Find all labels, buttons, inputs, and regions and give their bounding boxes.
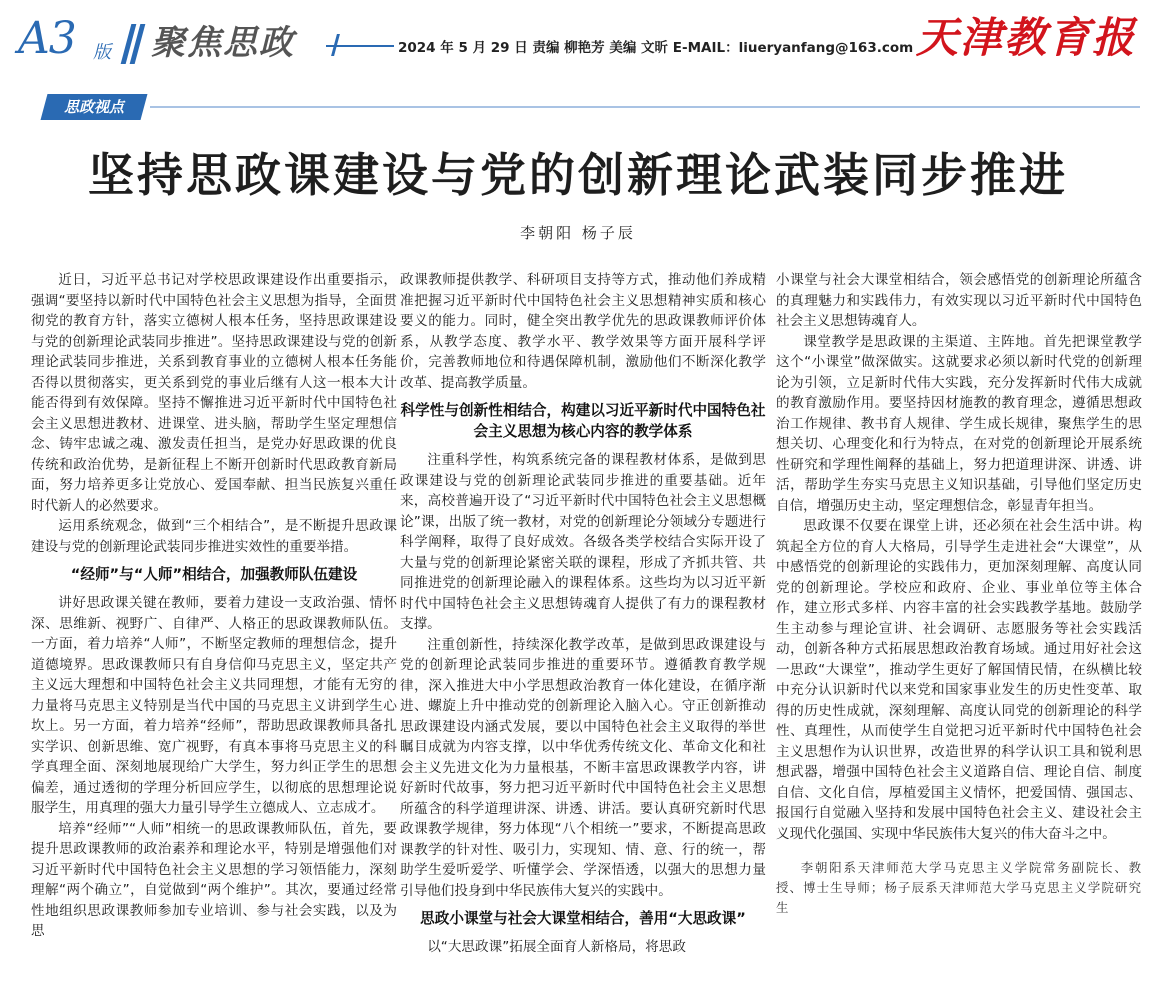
article-column-2 xyxy=(400,270,766,958)
subheading: 思政小课堂与社会大课堂相结合，善用“大思政课” xyxy=(420,910,746,927)
section-bars-decoration xyxy=(126,24,146,64)
masthead xyxy=(0,0,1156,86)
author-note: 李朝阳系天津师范大学马克思主义学院常务副院长、教授、博士生导师；杨子辰系天津师范大学马克思主义学院研究生 xyxy=(776,860,1142,915)
tag-divider xyxy=(150,106,1140,108)
column-tag-label: 思政视点 xyxy=(63,98,124,116)
page-number: A3 xyxy=(18,13,76,64)
newspaper-logo: 天津教育报 xyxy=(916,13,1137,62)
paragraph: 政课教师提供教学、科研项目支持等方式，推动他们养成精准把握习近平新时代中国特色社会主义思想精神实质和核心要义的能力。同时，健全突出教学优先的思政课教师评价体系，从教学态度、教学水平、教学效果等方面开展科学评价，完善教师地位和待遇保障机制，激励他们不断深化教学改革、提高教学质量。 xyxy=(400,272,766,391)
paragraph: 注重科学性，构筑系统完备的课程教材体系，是做到思政课建设与党的创新理论武装同步推进的重要基础。近年来，高校普遍开设了“习近平新时代中国特色社会主义思想概论”课，出版了统一教材，对党的创新理论分领域分专题进行科学阐释，取得了良好成效。各级各类学校结合实际开设了大量与党的创新理论紧密关联的课程，形成了齐抓共管、共同推进党的创新理论融入的课程体系。这些均为以习近平新时代中国特色社会主义思想铸魂育人提供了有力的课程教材支撑。 xyxy=(400,452,766,632)
article-column-1 xyxy=(31,270,397,942)
column-tag xyxy=(41,94,148,120)
article-byline: 李朝阳 杨子辰 xyxy=(520,224,636,242)
paragraph: 培养“经师”“人师”相统一的思政课教师队伍，首先，要提升思政课教师的政治素养和理论水平，特别是增强他们对习近平新时代中国特色社会主义思想的学习领悟能力，深刻理解“两个确立”，自觉做到“两个维护”。其次，要通过经常性地组织思政课教师参加专业培训、参与社会实践，以及为思 xyxy=(31,820,397,939)
paragraph: 以“大思政课”拓展全面育人新格局，将思政 xyxy=(427,939,686,955)
page-suffix: 版 xyxy=(93,42,111,63)
issue-meta: 2024 年 5 月 29 日 责编 柳艳芳 美编 文昕 E-MAIL：liueryanfang@163.com xyxy=(398,40,914,56)
paragraph: 思政课不仅要在课堂上讲，还必须在社会生活中讲。构筑起全方位的育人大格局，引导学生走进社会“大课堂”，从中感悟党的创新理论的实践伟力，更加深刻理解、高度认同党的创新理论。学校应和政府、企业、事业单位等主体合作，建立形式多样、内容丰富的社会实践教学基地。鼓励学生主动参与理论宣讲、社会调研、志愿服务等社会实践活动，创新各种方式拓展思想政治教育场域。通过用好社会这一思政“大课堂”，推动学生更好了解国情民情，在纵横比较中充分认识新时代以来党和国家事业发生的历史性变革、取得的历史性成就，深刻理解、高度认同党的创新理论的科学性、真理性，从而使学生自觉把习近平新时代中国特色社会主义思想作为认识世界，改造世界的科学认识工具和锐利思想武器，增强中国特色社会主义道路自信、理论自信、制度自信、文化自信，厚植爱国主义情怀，把爱国情、强国志、报国行自觉融入坚持和发展中国特色社会主义、建设社会主义现代化强国、实现中华民族伟大复兴的伟大奋斗之中。 xyxy=(776,518,1142,842)
article-column-3 xyxy=(776,270,1142,918)
article-headline: 坚持思政课建设与党的创新理论武装同步推进 xyxy=(88,148,1068,202)
section-name: 聚焦思政 xyxy=(151,23,295,63)
paragraph: 讲好思政课关键在教师，要着力建设一支政治强、情怀深、思维新、视野广、自律严、人格正的思政课教师队伍。一方面，着力培养“人师”，不断坚定教师的理想信念，提升道德境界。思政课教师只有自身信仰马克思主义，坚定共产主义远大理想和中国特色社会主义共同理想，才能有无穷的力量将马克思主义特别是当代中国的马克思主义讲到学生心坎上。另一方面，着力培养“经师”，帮助思政课教师具备扎实学识、创新思维、宽广视野，有真本事将马克思主义的科学真理全面、深刻地展现给广大学生，努力纠正学生的思想偏差，通过透彻的学理分析回应学生，以彻底的思想理论说服学生，用真理的强大力量引导学生立德成人、立志成才。 xyxy=(31,595,397,816)
paragraph: 注重创新性，持续深化教学改革，是做到思政课建设与党的创新理论武装同步推进的重要环节。遵循教育教学规律，深入推进大中小学思想政治教育一体化建设，在循序渐进、螺旋上升中推动党的创新理论入脑入心。守正创新推动思政课建设内涵式发展，要以中国特色社会主义取得的举世瞩目成就为内容支撑，以中华优秀传统文化、革命文化和社会主义先进文化为力量根基，不断丰富思政课教学内容，讲好新时代故事，努力把习近平新时代中国特色社会主义思想所蕴含的科学道理讲深、讲透、讲活。要认真研究新时代思政课教学规律，努力体现“八个相统一”要求，不断提高思政课教学的针对性、吸引力，实现知、情、意、行的统一，帮助学生爱听爱学、听懂学会、学深悟透，以强大的思想力量引导他们投身到中华民族伟大复兴的实践中。 xyxy=(400,636,766,899)
subheading: 科学性与创新性相结合，构建以习近平新时代中国特色社会主义思想为核心内容的教学体系 xyxy=(400,402,766,440)
paragraph: 课堂教学是思政课的主渠道、主阵地。首先把课堂教学这个“小课堂”做深做实。这就要求必须以新时代党的创新理论为引领，立足新时代伟大实践，充分发挥新时代伟大成就的教育激励作用。要坚持因材施教的教育理念，遵循思想政治工作规律、教书育人规律、学生成长规律，聚焦学生的思想关切、心理变化和行为特点，在对党的创新理论开展系统性研究和学理性阐释的基础上，努力把道理讲深、讲透、讲活，帮助学生夯实马克思主义知识基础，引导他们坚定历史自信，增强历史主动，坚定理想信念，彰显青年担当。 xyxy=(776,333,1142,514)
paragraph: 近日，习近平总书记对学校思政课建设作出重要指示，强调“要坚持以新时代中国特色社会主义思想为指导，全面贯彻党的教育方针，落实立德树人根本任务，坚持思政课建设与党的创新理论武装同步推进”。坚持思政课建设与党的创新理论武装同步推进，关系到教育事业的立德树人根本任务能否得以贯彻落实，更关系到党的事业后继有人这一根本大计能否得到有效保障。坚持不懈推进习近平新时代中国特色社会主义思想进教材、进课堂、进头脑，帮助学生坚定理想信念、铸牢忠诚之魂、激发责任担当，是党办好思政课的优良传统和政治优势，是新征程上不断开创新时代思政教育新局面，努力培养更多让党放心、爱国奉献、担当民族复兴重任时代新人的必然要求。 xyxy=(31,272,397,514)
paragraph: 运用系统观念，做到“三个相结合”，是不断提升思政课建设与党的创新理论武装同步推进实效性的重要举措。 xyxy=(31,518,397,555)
subheading: “经师”与“人师”相结合，加强教师队伍建设 xyxy=(70,566,358,583)
paragraph: 小课堂与社会大课堂相结合，领会感悟党的创新理论所蕴含的真理魅力和实践伟力，有效实现以习近平新时代中国特色社会主义思想铸魂育人。 xyxy=(776,272,1142,329)
